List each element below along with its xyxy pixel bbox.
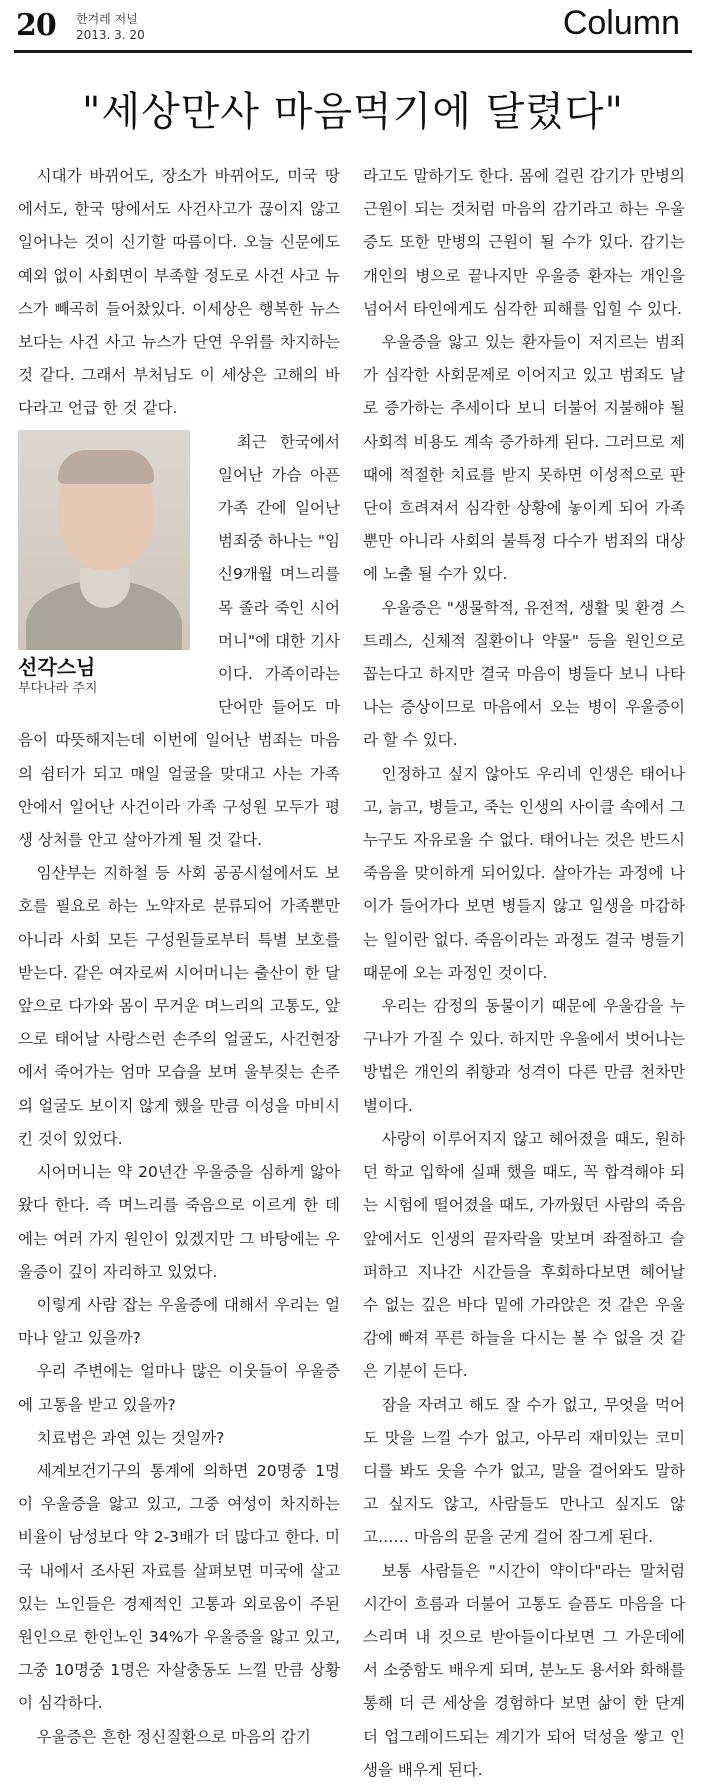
paragraph: 보통 사람들은 "시간이 약이다"라는 말처럼 시간이 흐름과 더불어 고통도 슬픔도 마음을 다스리며 내 것으로 받아들이다보면 그 가운데에서 소중함도 배우게 되며, 분노도 용서와 화해를 통해 더 큰 세상을 경험하다 보면 삶이 한 단계 더 업그레이드되는 계기가 되어 덕성을 쌓고 인생을 배우게 된다. [363,1561,685,1779]
paragraph: 임산부는 지하철 등 사회 공공시설에서도 보호를 필요로 하는 노약자로 분류되어 가족뿐만 아니라 사회 모든 구성원들로부터 특별 보호를 받는다. 같은 여자로써 시어머니는 출산이 한 달 앞으로 다가와 몸이 무거운 며느리의 고통도, 앞으로 태어날 사랑스런 손주의 얼굴도, 사건현장에서 죽어가는 엄마 모습을 보며 울부짖는 손주의 얼굴도 보이지 않게 했을 만큼 이성을 마비시킨 것이 있었다. [18,864,340,1148]
paragraph: 우울증은 "생물학적, 유전적, 생활 및 환경 스트레스, 신체적 질환이나 약물" 등을 원인으로 꼽는다고 하지만 결국 마음이 병들다 보니 나타나는 증상이므로 마음에서 오는 병이 우울증이라 할 수 있다. [363,598,685,750]
paragraph: 시대가 바뀌어도, 장소가 바뀌어도, 미국 땅에서도, 한국 땅에서도 사건사고가 끊이지 않고 일어나는 것이 신기할 따름이다. 오늘 신문에도 예외 없이 사회면이 부족할 정도로 사건 사고 뉴스가 빼곡히 들어찼있다. 이세상은 행복한 뉴스보다는 사건 사고 뉴스가 단연 우위를 차지하는 것 같다. 그래서 부처님도 이 세상은 고해의 바다라고 언급 한 것 같다. [18,167,340,418]
masthead [0,0,706,56]
right-column-text [363,160,685,1787]
page-number: 20 [16,8,56,43]
paragraph: 우울증을 앓고 있는 환자들이 저지르는 범죄가 심각한 사회문제로 이어지고 있고 범죄도 날로 증가하는 추세이다 보니 더불어 지불해야 될 사회적 비용도 계속 증가하게 된다. 그러므로 제때에 적절한 치료를 받지 못하면 이성적으로 판단이 흐려져서 심각한 상황에 놓이게 되어 가족뿐만 아니라 사회의 불특정 다수가 범죄의 대상에 노출 될 수가 있다. [363,333,685,584]
paragraph: 세계보건기구의 통계에 의하면 20명중 1명이 우울증을 앓고 있고, 그중 여성이 차지하는 비율이 남성보다 약 2-3배가 더 많다고 한다. 미국 내에서 조사된 자료를 살펴보면 미국에 살고 있는 노인들은 경제적인 고통과 외로움이 주된 원인으로 한인노인 34%가 우울증을 앓고 있고, 그중 10명중 1명은 자살충동도 느낄 만큼 상황이 심각하다. [18,1461,340,1713]
paragraph: 잠을 자려고 해도 잘 수가 없고, 무엇을 먹어도 맛을 느낄 수가 없고, 아무리 재미있는 코미디를 봐도 웃을 수가 없고, 말을 걸어와도 말하고 싶지도 않고, 사람들도 만나고 싶지도 않고…… 마음의 문을 굳게 걸어 잠그게 된다. [363,1395,685,1547]
paragraph: 우리는 감정의 동물이기 때문에 우울감을 누구나가 가질 수 있다. 하지만 우울에서 벗어나는 방법은 개인의 취향과 성격이 다른 만큼 천차만별이다. [363,997,685,1115]
paragraph: 시어머니는 약 20년간 우울증을 심하게 앓아 왔다 한다. 즉 며느리를 죽음으로 이르게 한 데에는 여러 가지 원인이 있겠지만 그 바탕에는 우울증이 깊이 자리하고 있었다. [18,1163,340,1281]
author-name: 선각스님 [18,654,96,679]
section-title: Column [562,4,680,42]
paragraph: 라고도 말하기도 한다. 몸에 걸린 감기가 만병의 근원이 되는 것처럼 마음의 감기라고 하는 우울증도 또한 만병의 근원이 될 수가 있다. 감기는 개인의 병으로 끝나지만 우울증 환자는 개인을 넘어서 타인에게도 심각한 피해를 입힐 수 있다. [363,167,685,318]
paragraph: 우리 주변에는 얼마나 많은 이웃들이 우울증에 고통을 받고 있을까? [18,1362,340,1414]
paragraph: 인정하고 싶지 않아도 우리네 인생은 태어나고, 늙고, 병들고, 죽는 인생의 사이클 속에서 그 누구도 자유로울 수 없다. 태어나는 것은 반드시 죽음을 맞이하게 되어있다. 살아가는 과정에 나이가 들어가다 보면 병들지 않고 일생을 마감하는 일이란 없다. 죽음이라는 과정도 결국 병들기 때문에 오는 과정인 것이다. [363,764,685,982]
author-portrait [18,430,206,722]
paragraph: 치료법은 과연 있는 것일까? [36,1428,225,1447]
header-rule [14,50,692,53]
paragraph: 사랑이 이루어지지 않고 헤어졌을 때도, 원하던 학교 입학에 실패 했을 때도, 꼭 합격해야 되는 시험에 떨어졌을 때도, 가까웠던 사람의 죽음 앞에서도 인생의 끝자락을 맞보며 좌절하고 슬퍼하고 지나간 시간들을 후회하다보면 헤어날 수 없는 깊은 바다 밑에 가라앉은 것 같은 우울감에 빠져 푸른 하늘을 다시는 볼 수 없을 것 같은 기분이 든다. [363,1129,685,1381]
publication-date: 2013. 3. 20 [76,28,145,42]
right-column [363,160,685,1787]
left-column-text [18,160,340,1754]
article-title: "세상만사 마음먹기에 달렸다" [82,89,624,135]
publication-name: 한겨레 저널 [76,12,138,26]
author-role: 부다나라 주지 [18,680,98,696]
left-column [18,160,340,1754]
author-photo [18,430,190,650]
paragraph: 최근 한국에서 일어난 가슴 아픈 가족 간에 일어난 범죄중 하나는 "임신9개월 며느리를 목 졸라 죽인 시어머니"에 대한 기사이다. 가족이라는 단어만 들어도 마음이 따뜻해지는데 이번에 일어난 범죄는 마음의 쉼터가 되고 매일 얼굴을 맞대고 사는 가족 안에서 일어난 사건이라 가족 구성원 모두가 평생 상처를 안고 살아가게 될 것 같다. [18,432,340,850]
paragraph: 우울증은 흔한 정신질환으로 마음의 감기 [36,1727,311,1746]
paragraph: 이렇게 사람 잡는 우울증에 대해서 우리는 얼마나 알고 있을까? [18,1295,340,1348]
